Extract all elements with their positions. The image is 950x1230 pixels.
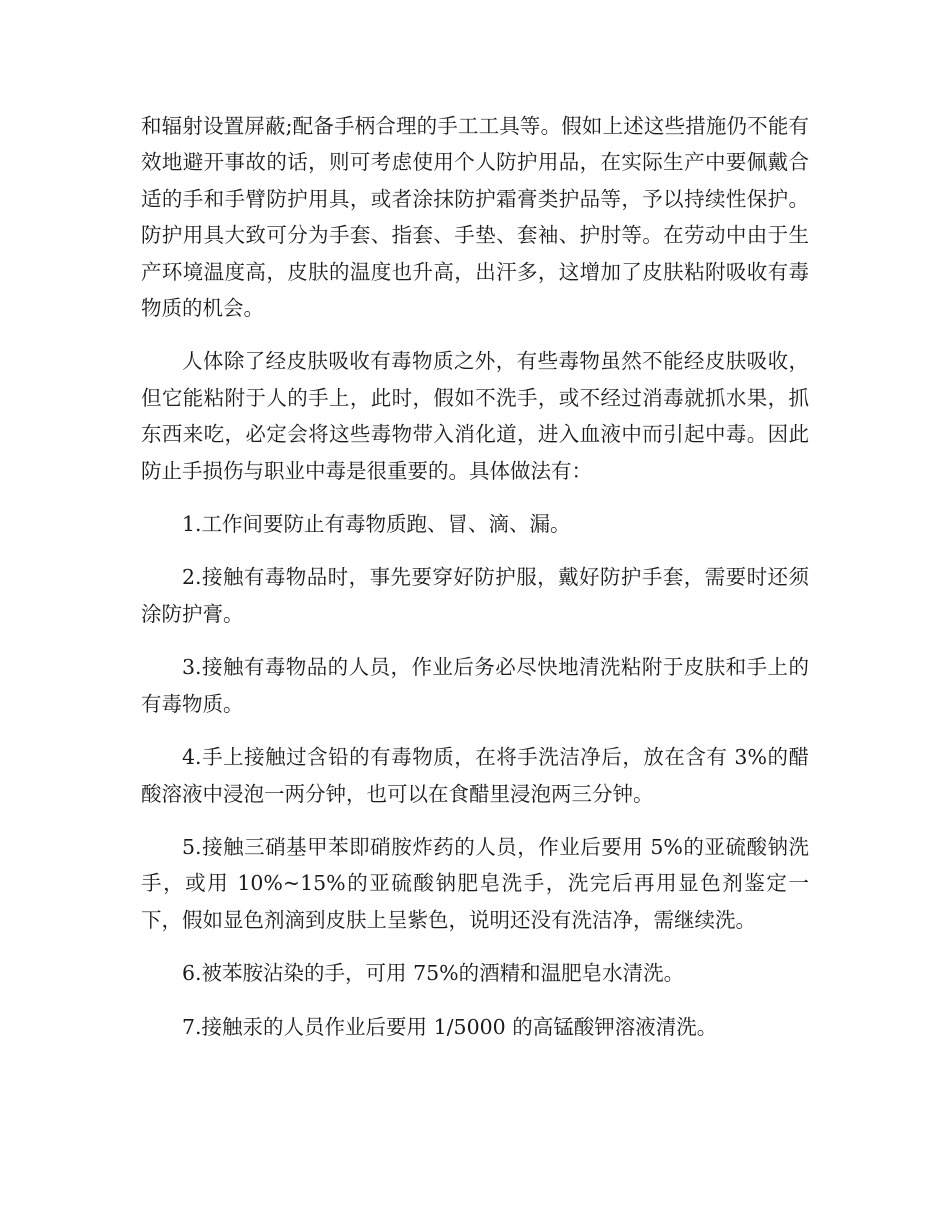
list-item-7: 7.接触汞的人员作业后要用 1/5000 的高锰酸钾溶液清洗。 (182, 1014, 718, 1039)
list-item-3: 3.接触有毒物品的人员，作业后务必尽快地清洗粘附于皮肤和手上的有毒物质。 (141, 655, 809, 716)
paragraph-intro: 人体除了经皮肤吸收有毒物质之外，有些毒物虽然不能经皮肤吸收，但它能粘附于人的手上，此时，假如不洗手，或不经过消毒就抓水果，抓东西来吃，必定会将这些毒物带入消化道，进入血液中而引起中毒。因此防止手损伤与职业中毒是很重要的。具体做法有： (141, 349, 809, 483)
paragraph-continuation: 和辐射设置屏蔽;配备手柄合理的手工工具等。假如上述这些措施仍不能有效地避开事故的话，则可考虑使用个人防护用品，在实际生产中要佩戴合适的手和手臂防护用具，或者涂抹防护霜膏类护品等，予以持续性保护。防护用具大致可分为手套、指套、手垫、套袖、护肘等。在劳动中由于生产环境温度高，皮肤的温度也升高，出汗多，这增加了皮肤粘附吸收有毒物质的机会。 (141, 114, 809, 321)
document-body (141, 108, 809, 1062)
list-item-4: 4.手上接触过含铅的有毒物质，在将手洗洁净后，放在含有 3%的醋酸溶液中浸泡一两分钟，也可以在食醋里浸泡两三分钟。 (141, 745, 809, 806)
list-item-6: 6.被苯胺沾染的手，可用 75%的酒精和温肥皂水清洗。 (182, 961, 685, 986)
list-item-1: 1.工作间要防止有毒物质跑、冒、滴、漏。 (182, 512, 571, 537)
list-item-5: 5.接触三硝基甲苯即硝胺炸药的人员，作业后要用 5%的亚硫酸钠洗手，或用 10%~15%的亚硫酸钠肥皂洗手，洗完后再用显色剂鉴定一下，假如显色剂滴到皮肤上呈紫色，说明还没有洗洁净，需继续洗。 (141, 834, 809, 932)
list-item-2: 2.接触有毒物品时，事先要穿好防护服，戴好防护手套，需要时还须涂防护膏。 (141, 565, 809, 626)
